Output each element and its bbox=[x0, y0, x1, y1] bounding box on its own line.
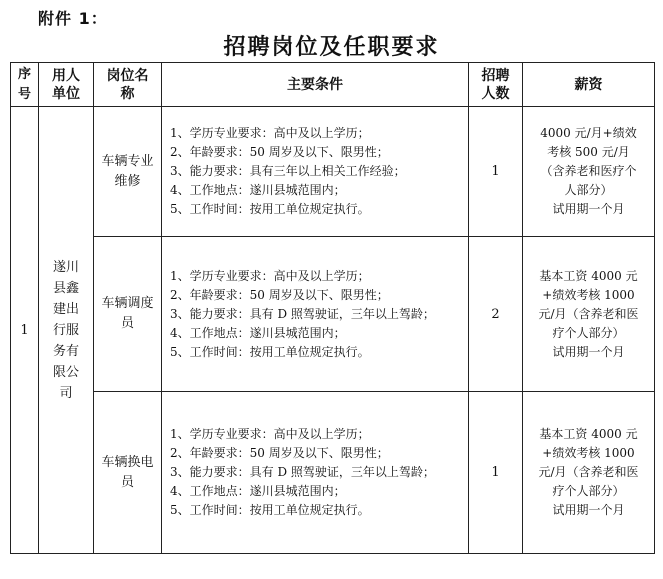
employer-cell: 遂川县鑫建出行服务有限公司 bbox=[39, 107, 94, 554]
attachment-label: 附件 1： bbox=[38, 9, 108, 28]
conditions-cell: 1、学历专业要求：高中及以上学历； 2、年龄要求：50 周岁及以下、限男性； 3、能力要求：具有 D 照驾驶证，三年以上驾龄； 4、工作地点：遂川县城范围内； 5、工作时间：按用工单位规定执行。 bbox=[162, 237, 469, 392]
job-name-cell: 车辆调度员 bbox=[94, 237, 162, 392]
header-seq: 序号 bbox=[11, 63, 39, 107]
header-count: 招聘人数 bbox=[469, 63, 523, 107]
salary-cell: 基本工资 4000 元+绩效考核 1000 元/月（含养老和医疗个人部分） 试用期一个月 bbox=[523, 237, 655, 392]
job-name-cell: 车辆专业维修 bbox=[94, 107, 162, 237]
header-position: 岗位名称 bbox=[94, 63, 162, 107]
header-conditions: 主要条件 bbox=[162, 63, 469, 107]
count-cell: 1 bbox=[469, 392, 523, 554]
table-row bbox=[11, 237, 655, 392]
recruitment-table bbox=[10, 62, 655, 554]
count-cell: 1 bbox=[469, 107, 523, 237]
header-employer: 用人单位 bbox=[39, 63, 94, 107]
header-salary: 薪资 bbox=[523, 63, 655, 107]
header-row bbox=[11, 63, 655, 107]
table-row bbox=[11, 107, 655, 237]
conditions-cell: 1、学历专业要求：高中及以上学历； 2、年龄要求：50 周岁及以下、限男性； 3、能力要求：具有三年以上相关工作经验； 4、工作地点：遂川县城范围内； 5、工作时间：按用工单位规定执行。 bbox=[162, 107, 469, 237]
page-title: 招聘岗位及任职要求 bbox=[223, 35, 440, 60]
table-row bbox=[11, 392, 655, 554]
salary-cell: 4000 元/月+绩效考核 500 元/月（含养老和医疗个人部分） 试用期一个月 bbox=[523, 107, 655, 237]
seq-cell: 1 bbox=[11, 107, 39, 554]
count-cell: 2 bbox=[469, 237, 523, 392]
conditions-cell: 1、学历专业要求：高中及以上学历； 2、年龄要求：50 周岁及以下、限男性； 3、能力要求：具有 D 照驾驶证，三年以上驾龄； 4、工作地点：遂川县城范围内； 5、工作时间：按用工单位规定执行。 bbox=[162, 392, 469, 554]
job-name-cell: 车辆换电员 bbox=[94, 392, 162, 554]
salary-cell: 基本工资 4000 元+绩效考核 1000 元/月（含养老和医疗个人部分） 试用期一个月 bbox=[523, 392, 655, 554]
